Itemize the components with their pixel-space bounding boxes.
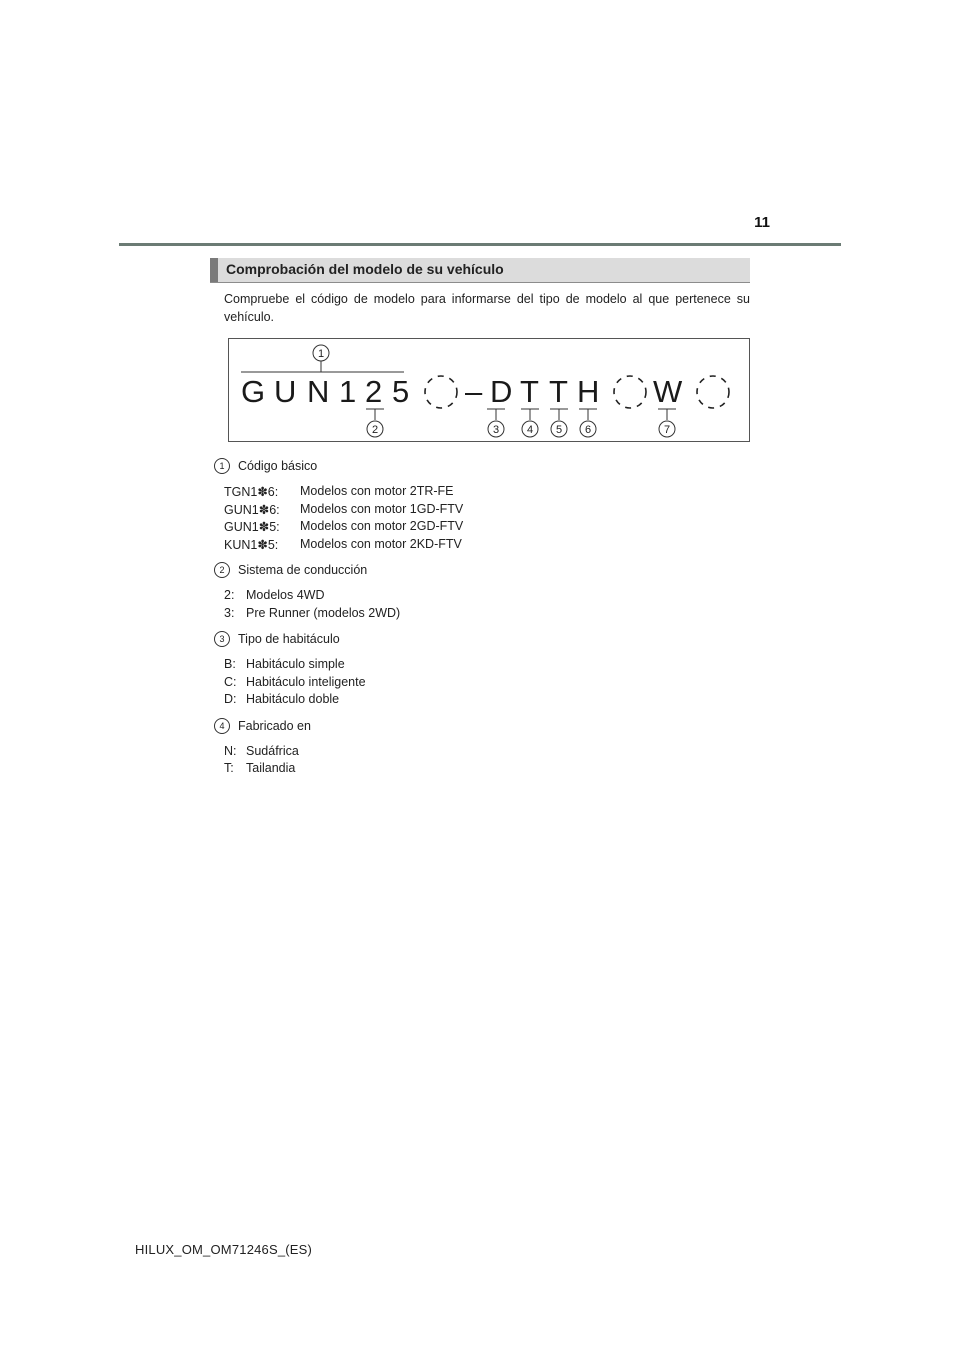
callout-label-2: 2	[371, 424, 379, 436]
model-code-svg	[229, 339, 751, 443]
legend-title-2	[214, 562, 754, 580]
legend-number-1: 1	[214, 458, 230, 474]
legend-row	[214, 588, 754, 606]
legend-row	[214, 692, 754, 710]
row-value: Modelos con motor 2KD-FTV	[300, 536, 462, 551]
row-key: GUN1✽5:	[224, 520, 280, 534]
row-key: TGN1✽6:	[224, 485, 279, 499]
legend-title-4	[214, 718, 754, 736]
callout-3	[487, 409, 505, 437]
code-char-N: N	[307, 374, 330, 409]
legend-number-2: 2	[214, 562, 230, 578]
row-value: Sudáfrica	[246, 743, 299, 758]
code-char-T2: T	[549, 374, 568, 409]
row-value: Modelos 4WD	[246, 588, 325, 602]
legend-row	[214, 484, 754, 502]
legend-row	[214, 606, 754, 624]
placeholder-circle-1	[425, 376, 457, 408]
legend-row	[214, 761, 754, 779]
page-number: 11	[754, 214, 770, 231]
code-char-2: 2	[365, 374, 383, 409]
row-value: Modelos con motor 1GD-FTV	[300, 501, 464, 516]
header-rule	[119, 243, 841, 246]
callout-2	[366, 409, 384, 437]
legend-row	[214, 537, 754, 555]
legend-row	[214, 675, 754, 693]
code-char-dash: –	[465, 374, 483, 409]
row-value: Tailandia	[246, 761, 296, 775]
legend-row	[214, 519, 754, 537]
legend-label-3: Tipo de habitáculo	[238, 632, 340, 646]
callout-5	[550, 409, 568, 437]
section-header-bar	[210, 258, 218, 282]
document-footer: HILUX_OM_OM71246S_(ES)	[135, 1242, 313, 1257]
row-value: Modelos con motor 2TR-FE	[300, 484, 454, 498]
code-char-T1: T	[520, 374, 539, 409]
section-header	[210, 258, 750, 283]
code-char-5: 5	[392, 374, 410, 409]
row-key: C:	[224, 674, 237, 689]
legend-label-2: Sistema de conducción	[238, 563, 368, 577]
callout-label-6: 6	[584, 424, 592, 436]
callout-4	[521, 409, 539, 437]
callout-7	[658, 409, 676, 437]
legend	[214, 458, 754, 787]
row-key: D:	[224, 692, 237, 706]
code-char-U: U	[274, 374, 297, 409]
row-key: 2:	[224, 588, 235, 602]
row-key: GUN1✽6:	[224, 502, 280, 517]
code-char-1: 1	[339, 374, 357, 409]
row-key: N:	[224, 743, 237, 758]
legend-title-3	[214, 631, 754, 649]
row-key: B:	[224, 657, 236, 671]
legend-number-3: 3	[214, 631, 230, 647]
legend-label-4: Fabricado en	[238, 718, 311, 733]
legend-number-4: 4	[214, 718, 230, 734]
legend-title-1	[214, 458, 754, 476]
row-value: Habitáculo doble	[246, 692, 340, 706]
callout-label-5: 5	[555, 424, 563, 436]
legend-row	[214, 657, 754, 675]
callout-6	[579, 409, 597, 437]
row-key: KUN1✽5:	[224, 537, 279, 552]
row-value: Habitáculo simple	[246, 657, 345, 671]
row-key: T:	[224, 761, 234, 775]
model-code-diagram	[228, 338, 750, 442]
legend-row	[214, 502, 754, 520]
placeholder-circle-2	[614, 376, 646, 408]
row-value: Habitáculo inteligente	[246, 674, 366, 689]
row-value: Pre Runner (modelos 2WD)	[246, 605, 401, 620]
callout-label-7: 7	[663, 424, 671, 436]
code-char-G: G	[241, 374, 266, 409]
callout-label-1: 1	[317, 348, 325, 360]
row-key: 3:	[224, 605, 235, 620]
code-char-H: H	[577, 374, 600, 409]
section-intro: Compruebe el código de modelo para informarse del tipo de modelo al que pertenece su vehículo.	[224, 292, 750, 324]
code-char-W: W	[653, 374, 683, 409]
placeholder-circle-3	[697, 376, 729, 408]
legend-label-1: Código básico	[238, 459, 318, 473]
code-char-D: D	[490, 374, 513, 409]
callout-label-4: 4	[526, 424, 534, 436]
callout-label-3: 3	[492, 424, 500, 436]
legend-row	[214, 744, 754, 762]
row-value: Modelos con motor 2GD-FTV	[300, 519, 464, 533]
section-title: Comprobación del modelo de su vehículo	[226, 261, 504, 277]
